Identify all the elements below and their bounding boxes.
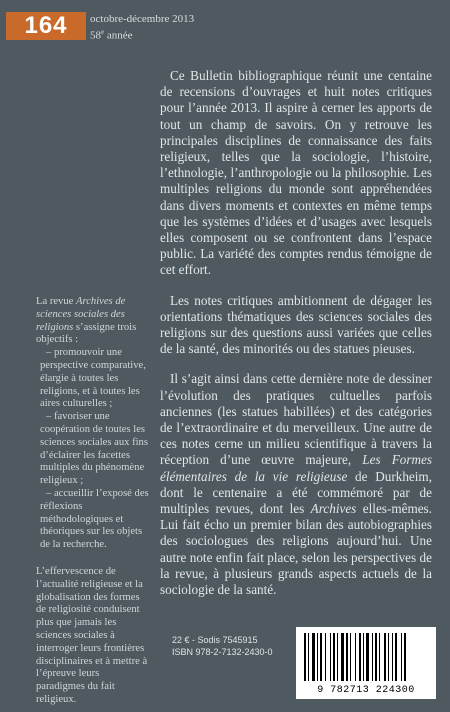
- aims-intro-a: La revue: [36, 296, 76, 307]
- book-title: Les Formes élémentaires de la vie religieuse: [160, 452, 432, 484]
- p3-text-a: Il s’agit ainsi dans cette dernière note de dessiner l’évolution des pratiques cultuelles parfois anciennes (les statues habillées) et des catégories de l’extraordinaire et du merveilleux. Une autre de ces notes cerne un milieu scientifique à travers la réception d’une œuvre majeure,: [160, 371, 432, 468]
- aim-item-1: – promouvoir une perspective comparative, élargie à toutes les religions, et à toutes les aires culturelles ;: [40, 347, 146, 410]
- aims-outro: L’effervescence de l’actualité religieuse et la globalisation des formes de religiosité conduisent plus que jamais les sciences sociales à interroger leurs frontières disciplinaires et à mettre à l’épreuve leurs paradigmes du fait religieux.: [36, 565, 148, 705]
- main-description: [160, 68, 432, 598]
- aim-item-3: – accueillir l’exposé des réflexions méthodologiques et théoriques sur les objets de la recherche.: [40, 487, 149, 551]
- aims-intro: [36, 296, 150, 347]
- barcode: [296, 627, 436, 699]
- barcode-bars-icon: [304, 633, 428, 681]
- issue-number-badge: 164: [6, 12, 86, 40]
- year-superscript: e: [101, 28, 105, 36]
- p3-text-b: de Durkheim, dont le centenaire a été commémoré par de multiples revues, dont les: [160, 468, 432, 517]
- journal-aims: [36, 296, 150, 707]
- journal-title: Archives: [310, 501, 357, 517]
- main-paragraph-2: Les notes critiques ambitionnent de dégager les orientations thématiques des sciences sociales des religions sur des questions aussi variées que celles de la santé, des minorités ou des statues pieuses.: [160, 292, 432, 357]
- price-block: [172, 634, 273, 658]
- year-word: année: [104, 29, 133, 42]
- issue-date: [90, 13, 194, 43]
- issue-period: octobre-décembre 2013: [90, 13, 195, 25]
- price: 22 € - Sodis 7545915: [172, 635, 258, 645]
- aims-intro-b: s’assigne trois objectifs :: [36, 321, 137, 346]
- main-paragraph-1: Ce Bulletin bibliographique réunit une centaine de recensions d’ouvrages et huit notes critiques pour l’année 2013. Il aspire à cerner les apports de tout un champ de savoirs. On y retrouve les principales disciplines de connaissance des faits religieux, telles que la sociologie, l’histoire, l’ethnologie, l’anthropologie ou la philosophie. Les multiples religions du monde sont appréhendées dans divers moments et contextes en même temps que les systèmes d’idées et d’usages avec lesquels elles composent ou se confrontent dans l’espace public. La variété des comptes rendus témoigne de cet effort.: [160, 68, 432, 278]
- isbn: ISBN 978-2-7132-2430-0: [172, 647, 273, 657]
- barcode-digits: 9 782713 224300: [317, 685, 415, 696]
- p3-text-c: elles-mêmes. Lui fait écho un premier bilan des autobiographies des sociologues des religions aujourd’hui. Une autre note enfin fait place, selon les perspectives de la revue, à plusieurs grands aspects actuels de la sociologie de la santé.: [160, 501, 432, 598]
- year-number: 58: [90, 29, 101, 42]
- issue-year: [90, 26, 194, 43]
- aim-item-2: – favoriser une coopération de toutes les sciences sociales aux fins d’éclairer les facettes multiples du phénomène religieux ;: [40, 411, 148, 487]
- main-paragraph-3: [160, 371, 432, 598]
- aims-journal-title: Archives de sciences sociales des religions: [36, 296, 126, 333]
